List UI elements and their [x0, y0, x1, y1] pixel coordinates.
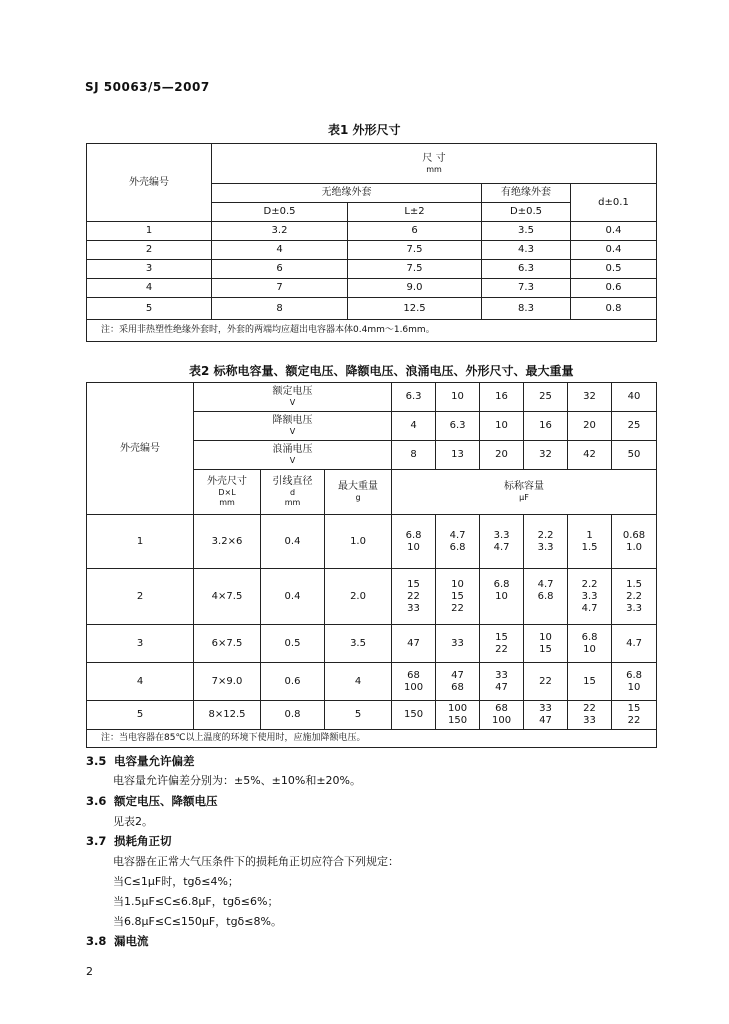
table-row [87, 569, 657, 625]
table-cell: 3.5 [325, 625, 392, 663]
table-row [87, 260, 657, 279]
table-cell: 32 [568, 383, 612, 412]
section-3-7-line-3: 当6.8μF≤C≤150μF，tgδ≤8%。 [113, 915, 282, 928]
table-cell: 4 [392, 412, 436, 441]
cap-cell: 10 15 [524, 625, 568, 663]
t1-head-d: d±0.1 [571, 184, 657, 222]
cap-cell: 6.8 10 [392, 515, 436, 569]
table-row [87, 279, 657, 298]
t2-head-dims [194, 470, 261, 515]
t2-head-rated [194, 383, 392, 412]
table-cell: 1.0 [325, 515, 392, 569]
page-number: 2 [86, 965, 93, 978]
cap-cell: 6.8 10 [568, 625, 612, 663]
table-cell: 9.0 [348, 279, 482, 298]
table-cell: 4×7.5 [194, 569, 261, 625]
document-code: SJ 50063/5—2007 [85, 80, 210, 94]
table-cell: 0.6 [261, 663, 325, 701]
table-cell: 12.5 [348, 298, 482, 320]
table-cell: 32 [524, 441, 568, 470]
table-cell: 5 [325, 701, 392, 730]
table-cell: 0.8 [571, 298, 657, 320]
t1-head-D1: D±0.5 [482, 203, 571, 222]
section-number: 3.6 [86, 794, 107, 808]
t2-rated-unit: V [289, 398, 296, 408]
cap-cell: 6.8 10 [612, 663, 657, 701]
cap-cell: 4.7 [612, 625, 657, 663]
table-cell: 4 [212, 241, 348, 260]
table-cell: 10 [436, 383, 480, 412]
section-3-5-heading [86, 753, 195, 769]
t2-lead-label: 引线直径 [272, 476, 313, 488]
cap-cell: 150 [392, 701, 436, 730]
section-number: 3.5 [86, 754, 107, 768]
table-cell: 7.5 [348, 260, 482, 279]
table-cell: 8.3 [482, 298, 571, 320]
section-3-6-body: 见表2。 [113, 815, 153, 828]
table1-caption: 表1 外形尺寸 [328, 123, 401, 137]
section-number: 3.7 [86, 834, 107, 848]
table-cell: 7.5 [348, 241, 482, 260]
t2-weight-unit: g [355, 493, 361, 503]
table-cell: 0.5 [261, 625, 325, 663]
table-cell: 0.4 [261, 515, 325, 569]
table-cell: 3 [87, 260, 212, 279]
table-cell: 0.4 [261, 569, 325, 625]
table-cell: 6 [212, 260, 348, 279]
table-row [87, 222, 657, 241]
t2-surge-unit: V [289, 456, 296, 466]
section-3-8-heading [86, 933, 149, 949]
cap-cell: 4.7 6.8 [436, 515, 480, 569]
t2-head-derated [194, 412, 392, 441]
section-3-6-heading [86, 793, 218, 809]
table-cell: 1 [87, 515, 194, 569]
table-row [87, 241, 657, 260]
t2-head-lead [261, 470, 325, 515]
cap-cell: 1.5 2.2 3.3 [612, 569, 657, 625]
table-cell: 25 [612, 412, 657, 441]
table-cell: 6.3 [482, 260, 571, 279]
cap-cell: 4.7 6.8 [524, 569, 568, 625]
table1-note: 注：采用非热塑性绝缘外套时，外套的两端均应超出电容器本体0.4mm～1.6mm。 [87, 320, 657, 342]
cap-cell: 33 47 [480, 663, 524, 701]
section-number: 3.8 [86, 934, 107, 948]
section-title: 漏电流 [114, 934, 149, 948]
table-cell: 4 [87, 663, 194, 701]
table-row [87, 663, 657, 701]
t1-head-with-sleeve: 有绝缘外套 [482, 184, 571, 203]
table-cell: 10 [480, 412, 524, 441]
t1-size-unit: mm [426, 164, 442, 174]
cap-cell: 22 33 [568, 701, 612, 730]
table-cell: 0.4 [571, 241, 657, 260]
table-cell: 0.6 [571, 279, 657, 298]
cap-cell: 15 22 [612, 701, 657, 730]
t1-head-size [212, 144, 657, 184]
section-3-7-line-1: 当C≤1μF时，tgδ≤4%； [113, 875, 239, 888]
t2-head-shell: 外壳编号 [87, 383, 194, 515]
table-cell: 3.2×6 [194, 515, 261, 569]
table-row [87, 701, 657, 730]
section-3-7-line-2: 当1.5μF≤C≤6.8μF，tgδ≤6%； [113, 895, 279, 908]
t2-lead-unit: mm [284, 498, 301, 507]
t1-head-D: D±0.5 [212, 203, 348, 222]
table-cell: 7 [212, 279, 348, 298]
t2-derated-unit: V [289, 427, 296, 437]
t1-head-no-sleeve: 无绝缘外套 [212, 184, 482, 203]
cap-cell: 15 [568, 663, 612, 701]
table-cell: 4 [87, 279, 212, 298]
cap-cell: 0.68 1.0 [612, 515, 657, 569]
table-cell: 3 [87, 625, 194, 663]
table-cell: 42 [568, 441, 612, 470]
table-cell: 6 [348, 222, 482, 241]
table-cell: 5 [87, 701, 194, 730]
table-cell: 2.0 [325, 569, 392, 625]
table-row [87, 515, 657, 569]
table-cell: 6.3 [436, 412, 480, 441]
cap-cell: 100 150 [436, 701, 480, 730]
table-cell: 7.3 [482, 279, 571, 298]
table-cell: 6.3 [392, 383, 436, 412]
table-row [87, 298, 657, 320]
table-cell: 50 [612, 441, 657, 470]
cap-cell: 33 [436, 625, 480, 663]
cap-cell: 22 [524, 663, 568, 701]
t2-dims-sym: D×L [218, 488, 236, 498]
table-cell: 20 [480, 441, 524, 470]
cap-cell: 68 100 [480, 701, 524, 730]
t2-derated-label: 降额电压 [272, 415, 313, 427]
t1-head-L: L±2 [348, 203, 482, 222]
table-cell: 0.8 [261, 701, 325, 730]
section-title: 电容量允许偏差 [114, 754, 195, 768]
section-3-7-heading [86, 833, 172, 849]
table2 [86, 382, 657, 748]
cap-cell: 33 47 [524, 701, 568, 730]
cap-cell: 68 100 [392, 663, 436, 701]
section-3-7-body: 电容器在正常大气压条件下的损耗角正切应符合下列规定： [113, 855, 399, 868]
table-cell: 1 [87, 222, 212, 241]
table1 [86, 143, 657, 342]
table-cell: 0.5 [571, 260, 657, 279]
t2-cap-unit: μF [519, 493, 529, 503]
table2-caption: 表2 标称电容量、额定电压、降额电压、浪涌电压、外形尺寸、最大重量 [189, 364, 574, 378]
t2-dims-label: 外壳尺寸 [207, 476, 247, 488]
t2-head-cap [392, 470, 657, 515]
table-cell: 3.5 [482, 222, 571, 241]
table-row [87, 625, 657, 663]
cap-cell: 47 68 [436, 663, 480, 701]
table-cell: 20 [568, 412, 612, 441]
table-cell: 0.4 [571, 222, 657, 241]
table-cell: 16 [480, 383, 524, 412]
table-cell: 2 [87, 569, 194, 625]
table-cell: 8×12.5 [194, 701, 261, 730]
cap-cell: 2.2 3.3 4.7 [568, 569, 612, 625]
table-cell: 40 [612, 383, 657, 412]
table-cell: 8 [212, 298, 348, 320]
table-cell: 25 [524, 383, 568, 412]
table-cell: 3.2 [212, 222, 348, 241]
cap-cell: 2.2 3.3 [524, 515, 568, 569]
cap-cell: 6.8 10 [480, 569, 524, 625]
t2-dims-unit: mm [219, 498, 235, 507]
table-cell: 16 [524, 412, 568, 441]
table-cell: 2 [87, 241, 212, 260]
table-cell: 4.3 [482, 241, 571, 260]
t2-head-weight [325, 470, 392, 515]
table-cell: 13 [436, 441, 480, 470]
t2-weight-label: 最大重量 [338, 481, 379, 493]
t2-surge-label: 浪涌电压 [272, 444, 313, 456]
table-cell: 4 [325, 663, 392, 701]
t1-head-shell: 外壳编号 [87, 144, 212, 222]
cap-cell: 3.3 4.7 [480, 515, 524, 569]
t2-rated-label: 额定电压 [272, 386, 313, 398]
table-cell: 6×7.5 [194, 625, 261, 663]
cap-cell: 15 22 33 [392, 569, 436, 625]
cap-cell: 15 22 [480, 625, 524, 663]
t2-lead-sym: d [289, 488, 296, 498]
section-3-5-body: 电容量允许偏差分别为：±5%、±10%和±20%。 [113, 774, 361, 787]
cap-cell: 10 15 22 [436, 569, 480, 625]
t2-head-surge [194, 441, 392, 470]
table-cell: 7×9.0 [194, 663, 261, 701]
table-cell: 8 [392, 441, 436, 470]
section-title: 损耗角正切 [114, 834, 172, 848]
cap-cell: 47 [392, 625, 436, 663]
table-cell: 5 [87, 298, 212, 320]
section-title: 额定电压、降额电压 [114, 794, 218, 808]
cap-cell: 1 1.5 [568, 515, 612, 569]
t1-size-label: 尺 寸 [422, 152, 446, 164]
t2-cap-label: 标称容量 [504, 481, 545, 493]
table2-note: 注：当电容器在85℃以上温度的环境下使用时，应施加降额电压。 [87, 730, 657, 748]
